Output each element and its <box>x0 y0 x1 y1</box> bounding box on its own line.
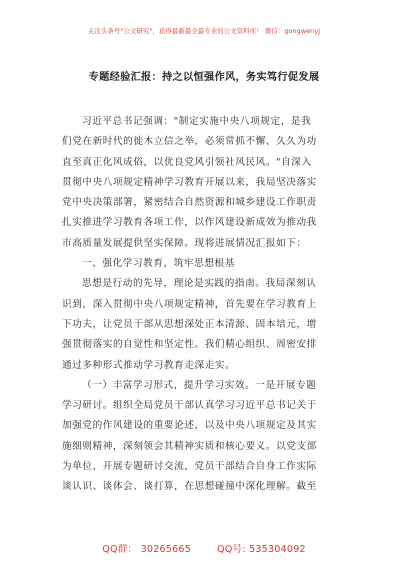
qq-group-label: QQ群： 30265665 <box>102 544 192 555</box>
footer-contact <box>0 541 408 555</box>
paragraph-line: 们党在新时代的徙木立信之举，必须常抓不懈、久久为功 <box>62 136 317 148</box>
paragraph-line: 党中央决策部署，紧密结合自然资源和城乡建设工作职责 <box>62 197 317 209</box>
paragraph-line: 强贯彻落实的自觉性和坚定性。我们精心组织、周密安排 <box>62 339 317 351</box>
paragraph-line: （一）丰富学习形式，提升学习实效。一是开展专题 <box>82 379 317 391</box>
paragraph-line: 学习研讨。组织全局党员干部认真学习习近平总书记关于 <box>62 400 317 412</box>
section-heading: 一、强化学习教育，筑牢思想根基 <box>82 258 235 270</box>
paragraph-line: 习近平总书记强调："制定实施中央八项规定，是我 <box>82 116 312 127</box>
document-title: 专题经验汇报：持之以恒强作风，务实笃行促发展 <box>88 71 320 83</box>
paragraph-line: 识到，深入贯彻中央八项规定精神，首先要在学习教育上 <box>62 298 317 310</box>
document-body <box>62 112 362 498</box>
paragraph-line: 市高质量发展提供坚实保障。现将进展情况汇报如下： <box>62 237 307 249</box>
header-banner: 关注头条号"公文研究"，获得最新最全最专业的公文资料库！ 微信：gongwenyj <box>87 27 321 35</box>
paragraph-line: 直至真正化风成俗，以优良党风引领社风民风。"自深入 <box>62 156 312 168</box>
paragraph-line: 扎实推进学习教育各项工作，以作风建设新成效为推动我 <box>62 217 317 229</box>
paragraph-line: 通过多种形式推动学习教育走深走实。 <box>62 359 236 371</box>
paragraph-line: 施细则精神，深刻领会其精神实质和核心要义。以党支部 <box>62 440 317 452</box>
paragraph-line: 加强党的作风建设的重要论述，以及中央八项规定及其实 <box>62 420 317 432</box>
paragraph-line: 为单位，开展专题研讨交流，党员干部结合自身工作实际 <box>62 461 317 473</box>
paragraph-line: 思想是行动的先导，理论是实践的指南。我局深刻认 <box>82 278 317 290</box>
qq-number-label: QQ号: 535304092 <box>217 544 306 555</box>
paragraph-line: 下功夫，让党员干部从思想深处正本清源、固本培元，增 <box>62 318 317 330</box>
paragraph-line: 贯彻中央八项规定精神学习教育开展以来，我局坚决落实 <box>62 176 317 188</box>
paragraph-line: 谈认识、谈体会、谈打算，在思想碰撞中深化理解。截至 <box>62 481 317 493</box>
